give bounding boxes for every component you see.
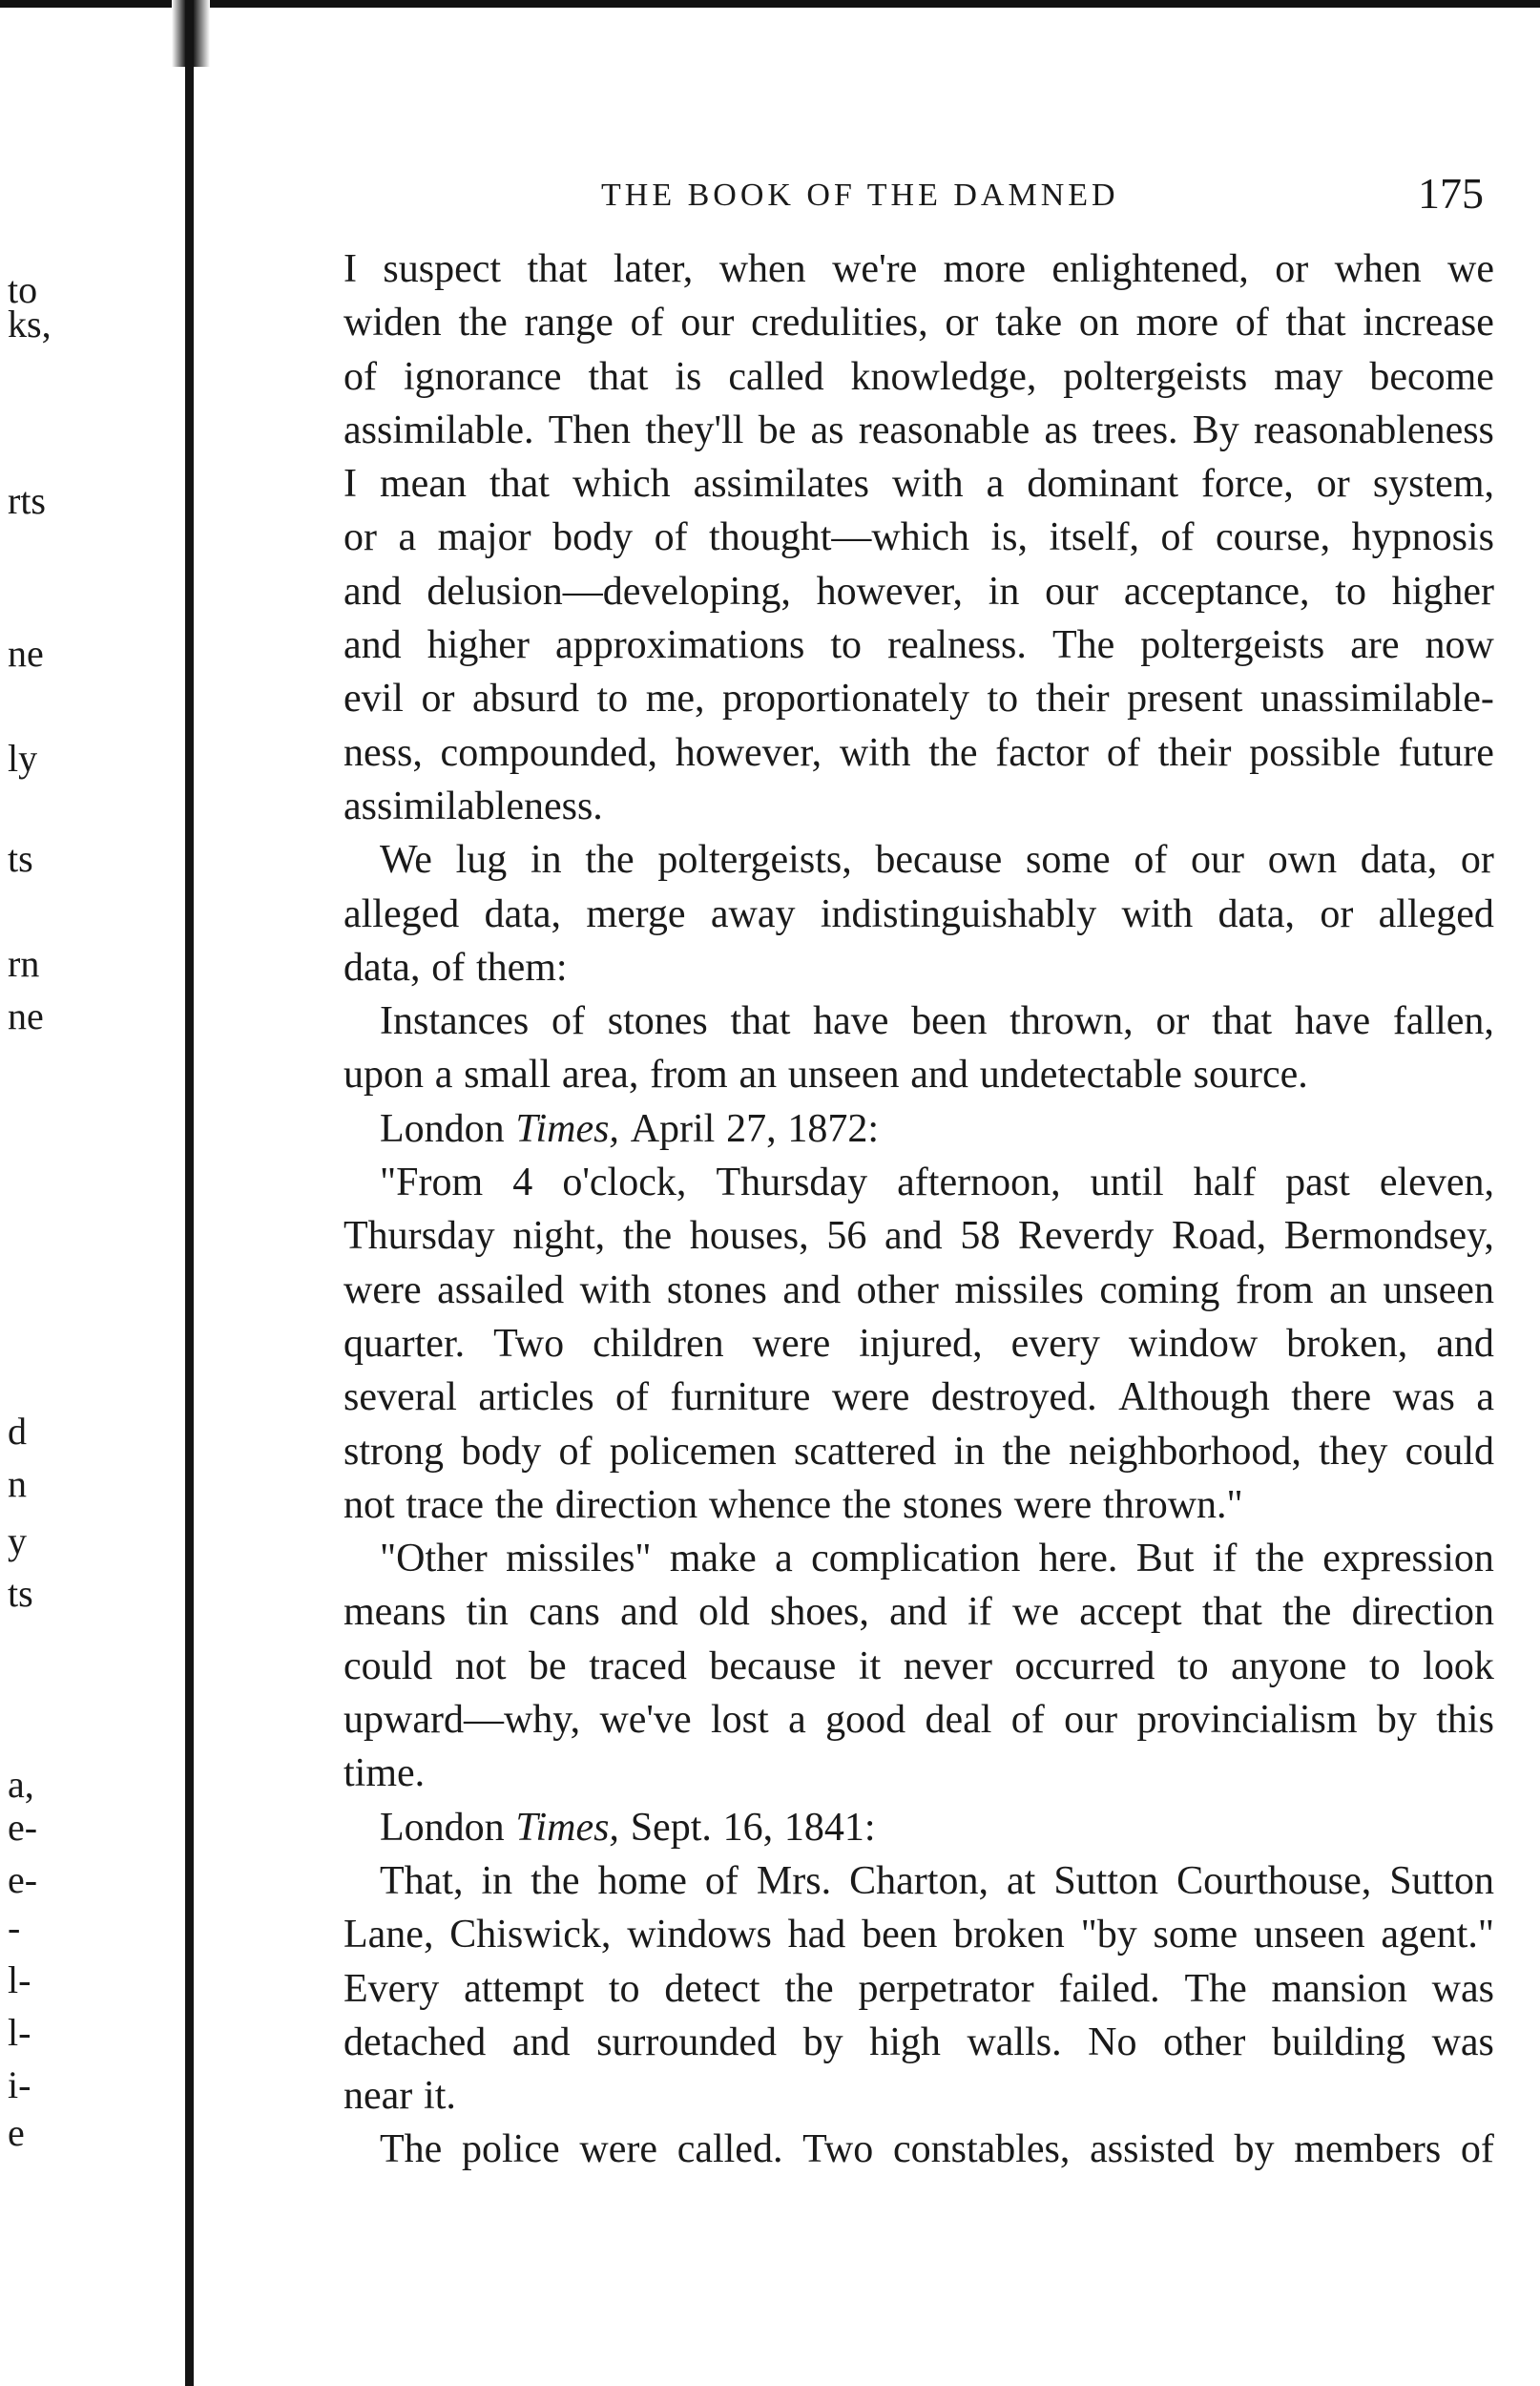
text-line: were assailed with stones and other missiles coming from an unseen: [343, 1267, 1494, 1312]
left-page-fragment: -: [8, 1906, 21, 1949]
body-text: [343, 242, 1494, 2177]
text-line: We lug in the poltergeists, because some of our own data, or: [380, 838, 1494, 883]
text-line: ness, compounded, however, with the factor of their possible future: [343, 730, 1494, 775]
text-line: upon a small area, from an unseen and undetectable source.: [343, 1053, 1308, 1098]
text-line: That, in the home of Mrs. Charton, at Sutton Courthouse, Sutton: [380, 1858, 1494, 1903]
left-page-fragment: e-: [8, 1858, 38, 1901]
text-line: upward—why, we've lost a good deal of our provincialism by this: [343, 1698, 1494, 1743]
left-page-fragment: e-: [8, 1806, 38, 1849]
left-page-fragment: rn: [8, 942, 40, 985]
text-line: not trace the direction whence the stones were thrown.": [343, 1482, 1243, 1527]
left-page-fragment: ts: [8, 837, 33, 880]
page-number: 175: [1418, 169, 1484, 218]
left-page-fragment: y: [8, 1519, 27, 1562]
left-page-fragment: ts: [8, 1572, 33, 1615]
scan-top-edge: [0, 0, 1540, 8]
text-line: near it.: [343, 2074, 456, 2119]
text-line: means tin cans and old shoes, and if we accept that the direction: [343, 1590, 1494, 1635]
text-line: London Times, Sept. 16, 1841:: [380, 1805, 876, 1850]
left-page-fragment: ne: [8, 632, 44, 675]
text-line: evil or absurd to me, proportionately to their present unassimilable-: [343, 677, 1494, 722]
text-line: data, of them:: [343, 945, 568, 990]
text-line: time.: [343, 1751, 426, 1796]
text-line: I suspect that later, when we're more enlightened, or when we: [343, 247, 1494, 291]
left-page-fragment: ks,: [8, 303, 52, 345]
text-line: assimilableness.: [343, 784, 603, 828]
text-line: Lane, Chiswick, windows had been broken "by some unseen agent.": [343, 1913, 1494, 1957]
text-line: The police were called. Two constables, assisted by members of: [380, 2127, 1494, 2172]
text-line: several articles of furniture were destroyed. Although there was a: [343, 1375, 1494, 1420]
text-line: I mean that which assimilates with a dominant force, or system,: [343, 462, 1494, 507]
text-line: quarter. Two children were injured, every window broken, and: [343, 1321, 1494, 1366]
text-line: Every attempt to detect the perpetrator failed. The mansion was: [343, 1966, 1494, 2011]
left-page-fragment: e: [8, 2111, 25, 2154]
text-line: widen the range of our credulities, or take on more of that increase: [343, 301, 1494, 345]
text-line: detached and surrounded by high walls. No other building was: [343, 2020, 1494, 2064]
text-line: alleged data, merge away indistinguishably with data, or alleged: [343, 891, 1494, 936]
left-page-fragment: d: [8, 1410, 27, 1453]
book-spine-gutter: [185, 0, 194, 2386]
left-page-fragment: ne: [8, 994, 44, 1037]
left-page-fragment: rts: [8, 479, 46, 522]
text-line: and delusion—developing, however, in our acceptance, to higher: [343, 569, 1494, 614]
text-line: Thursday night, the houses, 56 and 58 Reverdy Road, Bermondsey,: [343, 1214, 1494, 1259]
left-page-fragment: l-: [8, 2011, 31, 2054]
text-line: strong body of policemen scattered in the neighborhood, they could: [343, 1429, 1494, 1474]
left-page-fragment: l-: [8, 1958, 31, 2001]
text-line: and higher approximations to realness. The poltergeists are now: [343, 623, 1494, 668]
text-line: London Times, April 27, 1872:: [380, 1106, 880, 1151]
text-line: of ignorance that is called knowledge, poltergeists may become: [343, 354, 1494, 399]
left-page-fragment: n: [8, 1462, 27, 1505]
left-page-fragment: ly: [8, 737, 38, 780]
left-page-fragment: to: [8, 268, 38, 311]
text-line: or a major body of thought—which is, itself, of course, hypnosis: [343, 515, 1494, 560]
text-line: Instances of stones that have been thrown, or that have fallen,: [380, 999, 1494, 1044]
running-title: THE BOOK OF THE DAMNED: [601, 178, 1119, 213]
left-page-fragments: [0, 0, 181, 2386]
left-page-fragment: i-: [8, 2063, 31, 2106]
left-page-fragment: a,: [8, 1763, 34, 1806]
text-line: "From 4 o'clock, Thursday afternoon, until half past eleven,: [380, 1161, 1494, 1205]
text-line: could not be traced because it never occurred to anyone to look: [343, 1643, 1494, 1688]
text-line: assimilable. Then they'll be as reasonable as trees. By reasonableness: [343, 408, 1494, 452]
text-line: "Other missiles" make a complication here. But if the expression: [380, 1537, 1494, 1581]
